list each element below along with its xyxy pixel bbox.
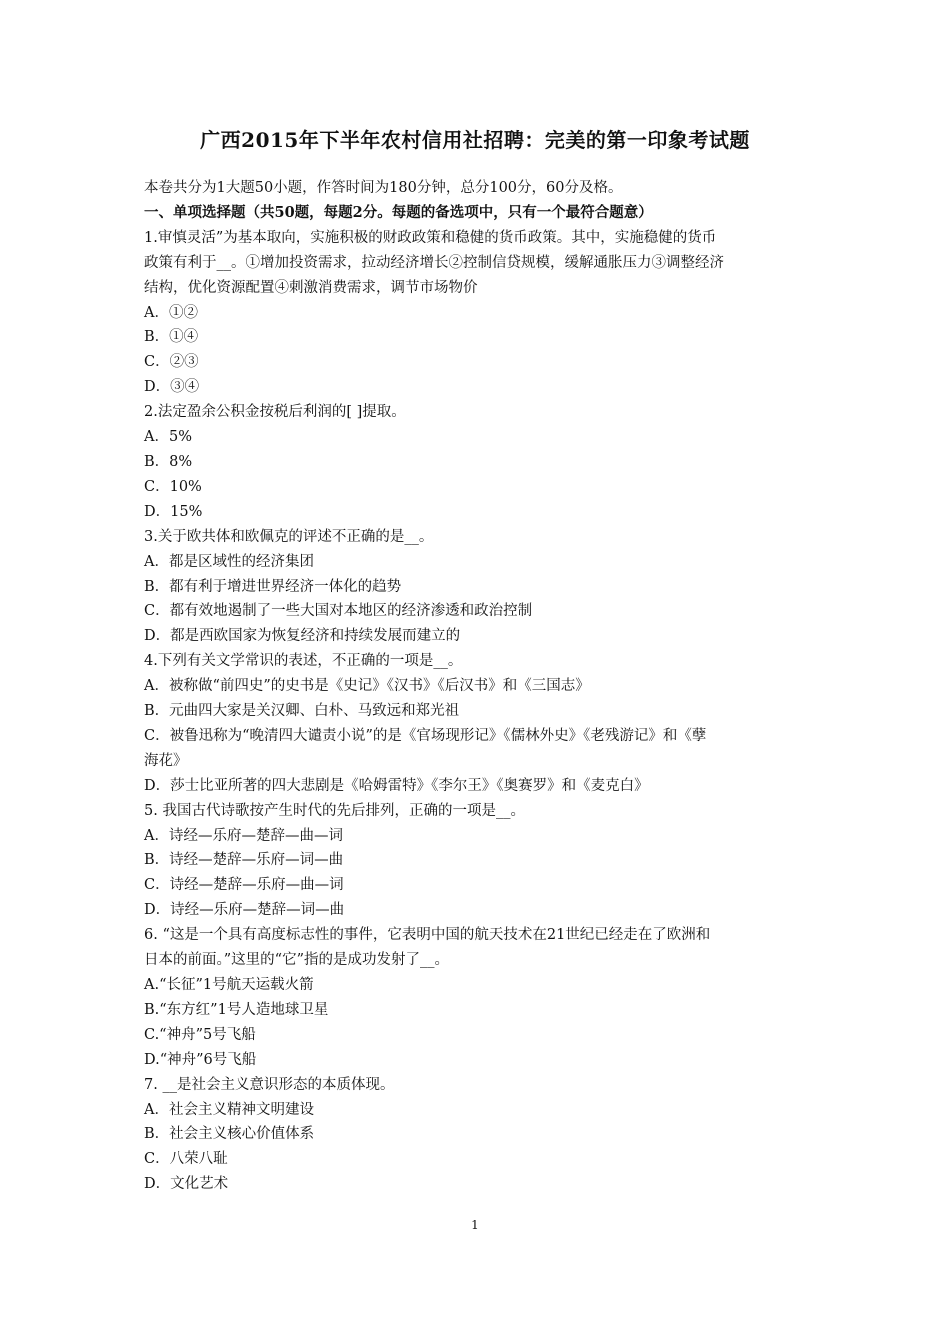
- question-2: [144, 400, 814, 525]
- question-stem-line: 4.下列有关文学常识的表述，不正确的一项是__。: [144, 653, 463, 670]
- answer-option: D．都是西欧国家为恢复经济和持续发展而建立的: [144, 628, 461, 645]
- question-stem-line: 3.关于欧共体和欧佩克的评述不正确的是__。: [144, 528, 434, 545]
- answer-option: 海花》: [144, 752, 188, 769]
- answer-option: A．社会主义精神文明建设: [144, 1101, 314, 1118]
- question-7: [144, 1073, 814, 1198]
- answer-option: B．诗经—楚辞—乐府—词—曲: [144, 852, 344, 869]
- question-stem-line: 6. “这是一个具有高度标志性的事件，它表明中国的航天技术在21世纪已经走在了欧洲和: [144, 927, 711, 944]
- answer-option: A．都是区域性的经济集团: [144, 553, 314, 570]
- answer-option: B．①④: [144, 329, 199, 346]
- answer-option: B．8%: [144, 453, 193, 470]
- answer-option: B.“东方红”1号人造地球卫星: [144, 1001, 329, 1018]
- section-heading: 一、单项选择题（共50题，每题2分。每题的备选项中，只有一个最符合题意）: [144, 203, 653, 221]
- answer-option: B．都有利于增进世界经济一体化的趋势: [144, 578, 402, 595]
- answer-option: A.“长征”1号航天运载火箭: [144, 977, 314, 993]
- question-5: [144, 799, 814, 924]
- question-stem-line: 2.法定盈余公积金按税后利润的[ ]提取。: [144, 404, 406, 421]
- page-number: 1: [471, 1218, 479, 1232]
- answer-option: C.“神舟”5号飞船: [144, 1026, 256, 1043]
- question-3: [144, 525, 814, 650]
- answer-option: D．文化艺术: [144, 1176, 229, 1193]
- answer-option: C．都有效地遏制了一些大国对本地区的经济渗透和政治控制: [144, 603, 533, 620]
- answer-option: C．八荣八耻: [144, 1151, 228, 1168]
- answer-option: A．被称做“前四史”的史书是《史记》《汉书》《后汉书》和《三国志》: [144, 678, 590, 695]
- answer-option: A．5%: [144, 429, 192, 446]
- answer-option: D．③④: [144, 379, 200, 396]
- document-title: 广西2015年下半年农村信用社招聘：完美的第一印象考试题: [200, 128, 750, 152]
- answer-option: B．社会主义核心价值体系: [144, 1126, 315, 1143]
- answer-option: D．莎士比亚所著的四大悲剧是《哈姆雷特》《李尔王》《奥赛罗》和《麦克白》: [144, 777, 649, 794]
- answer-option: D．15%: [144, 503, 203, 520]
- answer-option: B．元曲四大家是关汉卿、白朴、马致远和郑光祖: [144, 703, 460, 720]
- question-list: [144, 226, 814, 1197]
- question-6: [144, 923, 814, 1072]
- question-stem-line: 日本的前面。”这里的“它”指的是成功发射了__。: [144, 952, 449, 969]
- question-stem-line: 结构，优化资源配置④刺激消费需求，调节市场物价: [144, 279, 478, 296]
- answer-option: A．①②: [144, 304, 198, 321]
- document-body: [144, 176, 814, 1197]
- question-stem-line: 政策有利于__。①增加投资需求，拉动经济增长②控制信贷规模，缓解通胀压力③调整经济: [144, 254, 724, 271]
- question-stem-line: 5. 我国古代诗歌按产生时代的先后排列，正确的一项是__。: [144, 802, 525, 819]
- answer-option: C．②③: [144, 354, 199, 371]
- answer-option: A．诗经—乐府—楚辞—曲—词: [144, 827, 343, 844]
- question-stem-line: 1.审慎灵活”为基本取向，实施积极的财政政策和稳健的货币政策。其中，实施稳健的货币: [144, 229, 717, 246]
- question-1: [144, 226, 814, 400]
- question-stem-line: 7. __是社会主义意识形态的本质体现。: [144, 1076, 395, 1093]
- answer-option: D．诗经—乐府—楚辞—词—曲: [144, 902, 345, 919]
- answer-option: C．诗经—楚辞—乐府—曲—词: [144, 877, 344, 894]
- answer-option: C．10%: [144, 478, 202, 495]
- question-4: [144, 649, 814, 798]
- answer-option: D.“神舟”6号飞船: [144, 1051, 257, 1068]
- answer-option: C．被鲁迅称为“晚清四大谴责小说”的是《官场现形记》《儒林外史》《老残游记》和《孽: [144, 727, 707, 744]
- exam-intro: 本卷共分为1大题50小题，作答时间为180分钟，总分100分，60分及格。: [144, 180, 623, 196]
